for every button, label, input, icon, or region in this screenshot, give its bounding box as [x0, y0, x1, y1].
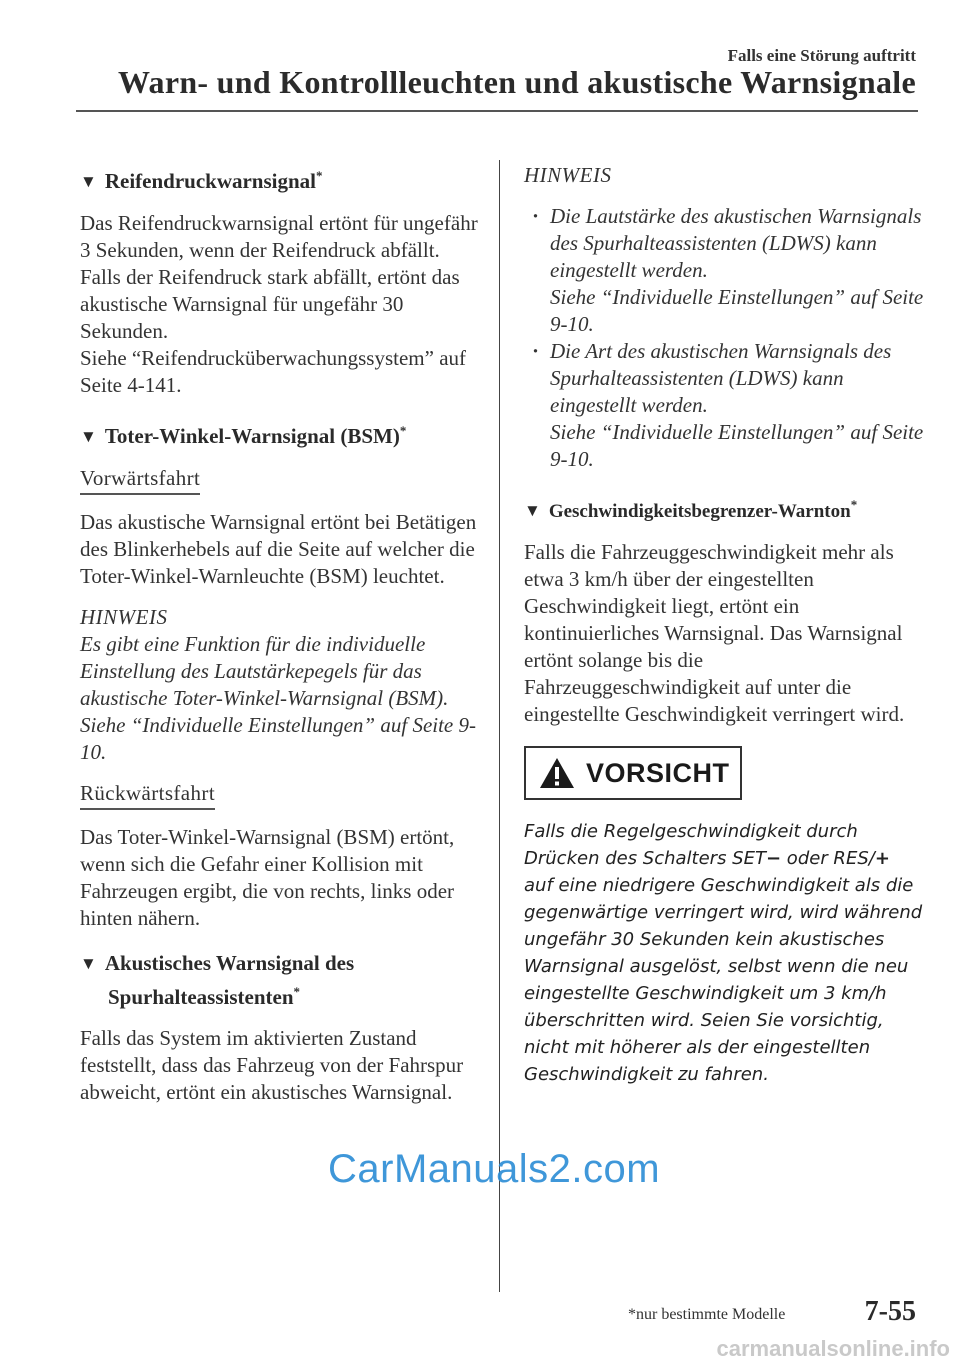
paragraph: Das Toter-Winkel-Warnsignal (BSM) ertönt, wenn sich die Gefahr einer Kollision mit Fahrzeugen ergibt, die von rechts, links oder hinten nähern. [80, 825, 455, 930]
minus-icon: − [765, 848, 782, 869]
section-heading-ldws: ▼ Akustisches Warnsignal des Spurhalteassistenten* [80, 951, 355, 1009]
subheading-forward: Vorwärtsfahrt [80, 465, 200, 495]
footnote: *nur bestimmte Modelle [628, 1306, 786, 1323]
list-item: · Die Lautstärke des akustischen Warnsignals des Spurhalteassistenten (LDWS) kann eingestellt werden. Siehe “Individuelle Einstellungen” auf Seite 9-10. [532, 204, 924, 336]
bullet-icon: · [532, 339, 540, 363]
paragraph: Falls die Fahrzeuggeschwindigkeit mehr als etwa 3 km/h über der eingestellten Geschwindigkeit liegt, ertönt ein kontinuierliches Warnsignal. Das Warnsignal ertönt solange bis die Fahrzeuggeschwindigkeit auf unter die eingestellte Geschwindigkeit verringert wird. [524, 540, 905, 726]
list-item: · Die Art des akustischen Warnsignals des Spurhalteassistenten (LDWS) kann eingestellt werden. Siehe “Individuelle Einstellungen” auf Seite 9-10. [532, 339, 924, 471]
caution-label: VORSICHT [586, 757, 730, 788]
section-heading-tire-pressure: ▼ Reifendruckwarnsignal* [80, 168, 323, 193]
triangle-icon: ▼ [80, 172, 97, 191]
subheading-reverse: Rückwärtsfahrt [80, 780, 215, 810]
right-column [524, 162, 924, 1088]
paragraph: Das Reifendruckwarnsignal ertönt für ungefähr 3 Sekunden, wenn der Reifendruck abfällt. [80, 211, 478, 262]
triangle-icon: ▼ [80, 427, 97, 446]
chapter-label: Falls eine Störung auftritt [727, 46, 916, 65]
note-heading: HINWEIS [524, 163, 612, 187]
bullet-icon: · [532, 204, 540, 228]
note-list [524, 203, 924, 473]
column-divider [499, 160, 500, 1292]
paragraph: Falls das System im aktivierten Zustand feststellt, dass das Fahrzeug von der Fahrspur abweicht, ertönt ein akustisches Warnsignal. [80, 1026, 464, 1104]
section-heading-speed-limiter: ▼ Geschwindigkeitsbegrenzer-Warnton* [524, 497, 858, 522]
caution-label-box [524, 746, 742, 800]
header-divider [76, 110, 918, 112]
paragraph: Falls der Reifendruck stark abfällt, ertönt das akustische Warnsignal für ungefähr 30 Sekunden. [80, 265, 460, 343]
watermark-text: CarManuals2.com [328, 1147, 661, 1191]
page-number: 7-55 [864, 1296, 916, 1327]
section-heading-bsm: ▼ Toter-Winkel-Warnsignal (BSM)* [80, 423, 407, 448]
note-reference: Siehe “Individuelle Einstellungen” auf Seite 9-10. [80, 713, 476, 764]
plus-icon: + [874, 848, 890, 869]
triangle-icon: ▼ [524, 501, 541, 520]
note-text: Es gibt eine Funktion für die individuelle Einstellung des Lautstärkepegels für das akustische Toter-Winkel-Warnsignal (BSM). [80, 632, 449, 710]
left-column [80, 162, 480, 1106]
bottom-watermark: carmanualsonline.info [716, 1336, 950, 1361]
caution-text: Falls die Regelgeschwindigkeit durch Drücken des Schalters SET− oder RES/+ auf eine niedrigere Geschwindigkeit als die gegenwärtige verringert wird, wird während ungefähr 30 Sekunden kein akustisches Warnsignal ausgelöst, selbst wenn die neu eingestellte Geschwindigkeit um 3 km/h überschritten wird. Seien Sie vorsichtig, nicht mit höherer als der eingestellten Geschwindigkeit zu fahren. [524, 821, 923, 1085]
warning-triangle-icon [538, 756, 576, 790]
note-heading: HINWEIS [80, 605, 168, 629]
triangle-icon: ▼ [80, 954, 97, 973]
page-title: Warn- und Kontrollleuchten und akustische Warnsignale [117, 64, 916, 100]
paragraph: Siehe “Reifendrucküberwachungssystem” auf Seite 4-141. [80, 346, 467, 397]
paragraph: Das akustische Warnsignal ertönt bei Betätigen des Blinkerhebels auf die Seite auf welcher die Toter-Winkel-Warnleuchte (BSM) leuchtet. [80, 510, 477, 588]
